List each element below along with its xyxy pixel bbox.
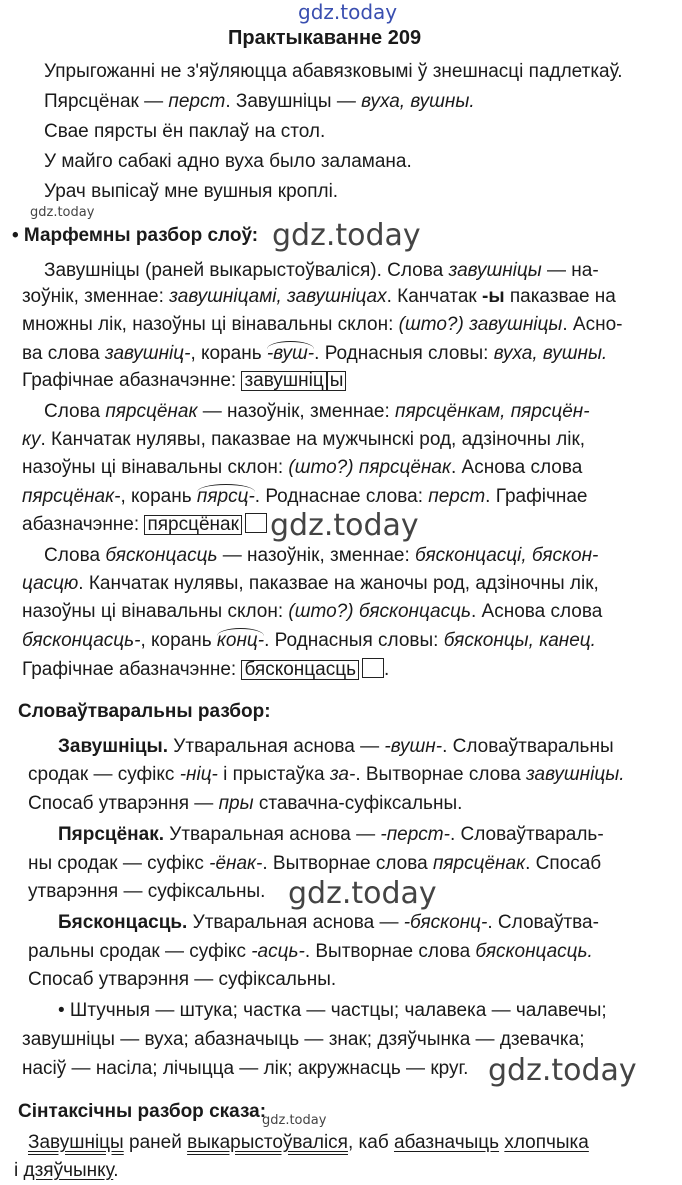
morph-p3-line-4: бясконцасць-, корань конц-. Роднасныя словы: бясконцы, канец.: [22, 630, 596, 651]
sentence-4: У майго сабакі адно вуха было заламана.: [44, 151, 412, 172]
morph-p2-line-4: пярсцёнак-, корань пярсц-. Роднаснае слова: перст. Графічнае: [22, 486, 588, 507]
morph-p2-line-5: абазначэнне: пярсцёнак: [22, 513, 267, 537]
watermark: gdz.today: [298, 0, 398, 24]
zero-ending-box: [245, 513, 267, 533]
word-p1-line-3: Спосаб утварэння — пры ставачна-суфіксальны.: [28, 793, 463, 814]
watermark: gdz.today: [272, 218, 421, 253]
morph-p3-line-5: Графічнае абазначэнне: бясконцасць .: [22, 659, 390, 680]
sentence-2: Пярсцёнак — перст. Завушніцы — вуха, вушны.: [44, 91, 475, 112]
word-p3-line-1: Бясконцасць. Утваральная аснова — -бясконц-. Словаўтва-: [58, 912, 599, 933]
syntax-line-2: і дзяўчынку.: [14, 1160, 119, 1181]
zero-ending-box: [362, 658, 384, 678]
morph-p1-line-5: Графічнае абазначэнне: завушніц ы: [22, 369, 346, 393]
word-p1-line-2: сродак — суфікс -ніц- і прыстаўка за-. Вытворнае слова завушніцы.: [28, 764, 625, 785]
morph-ending-box: ы: [327, 371, 347, 391]
word-list-line-1: • Штучныя — штука; частка — частцы; чалавека — чалавечы;: [58, 1000, 607, 1021]
morph-p1-line-2: зоўнік, зменнае: завушніцамі, завушніцах. Канчатак -ы паказвае на: [22, 286, 616, 307]
sentence-5: Урач выпісаў мне вушныя кроплі.: [44, 181, 339, 202]
morph-p2-line-2: ку. Канчатак нулявы, паказвае на мужчынскі род, адзіночны лік,: [22, 429, 586, 450]
word-p3-line-2: ральны сродак — суфікс -асць-. Вытворнае слова бясконцасць.: [28, 941, 593, 962]
morph-stem-box: бясконцасць: [241, 660, 359, 680]
word-list-line-3: насіў — насіла; лічыцца — лік; акружнасць — круг.: [22, 1058, 469, 1079]
sentence-1: Упрыгожанні не з'яўляюцца абавязковымі ў знешнасці падлеткаў.: [44, 61, 623, 82]
watermark: gdz.today: [288, 876, 437, 911]
syntax-line-1: Завушніцы раней выкарыстоўваліся, каб абазначыць хлопчыка: [28, 1132, 589, 1153]
morph-p3-line-2: цасцю. Канчатак нулявы, паказвае на жаночы род, адзіночны лік,: [22, 573, 599, 594]
watermark: gdz.today: [30, 205, 95, 220]
sentence-3: Свае пярсты ён паклаў на стол.: [44, 121, 326, 142]
predicate: выкарыстоўваліся: [187, 1132, 348, 1153]
page-title: Практыкаванне 209: [228, 27, 422, 49]
word-p2-line-1: Пярсцёнак. Утваральная аснова — -перст-. Словаўтвараль-: [58, 824, 604, 845]
syntax-heading: Сінтаксічны разбор сказа:: [18, 1101, 267, 1122]
watermark: gdz.today: [270, 508, 419, 543]
morph-heading: • Марфемны разбор слоў:: [12, 225, 259, 246]
word-p3-line-3: Спосаб утварэння — суфіксальны.: [28, 969, 337, 990]
morph-p1-line-4: ва слова завушніц-, корань -вуш-. Роднасныя словы: вуха, вушны.: [22, 343, 608, 364]
word-formation-heading: Словаўтваральны разбор:: [18, 701, 271, 722]
watermark: gdz.today: [488, 1053, 637, 1088]
word-p2-line-2: ны сродак — суфікс -ёнак-. Вытворнае слова пярсцёнак. Спосаб: [28, 853, 602, 874]
morph-p3-line-3: назоўны ці вінавальны склон: (што?) бясконцасць. Аснова слова: [22, 601, 603, 622]
morph-stem-box: завушніц: [241, 371, 326, 391]
morph-stem-box: пярсцёнак: [144, 515, 241, 535]
word-p2-line-3: утварэння — суфіксальны.: [28, 881, 266, 902]
subject: Завушніцы: [28, 1132, 124, 1153]
morph-p3-line-1: Слова бясконцасць — назоўнік, зменнае: бясконцасці, бяскон-: [44, 545, 599, 566]
morph-p2-line-1: Слова пярсцёнак — назоўнік, зменнае: пярсцёнкам, пярсцён-: [44, 401, 590, 422]
morph-p1-line-3: множны лік, назоўны ці вінавальны склон: (што?) завушніцы. Асно-: [22, 314, 623, 335]
morph-p1-line-1: Завушніцы (раней выкарыстоўваліся). Слова завушніцы — на-: [44, 260, 599, 281]
word-p1-line-1: Завушніцы. Утваральная аснова — -вушн-. Словаўтваральны: [58, 736, 614, 757]
word-list-line-2: завушніцы — вуха; абазначыць — знак; дзяўчынка — дзевачка;: [22, 1029, 585, 1050]
morph-p2-line-3: назоўны ці вінавальны склон: (што?) пярсцёнак. Аснова слова: [22, 457, 583, 478]
watermark: gdz.today: [262, 1113, 327, 1128]
